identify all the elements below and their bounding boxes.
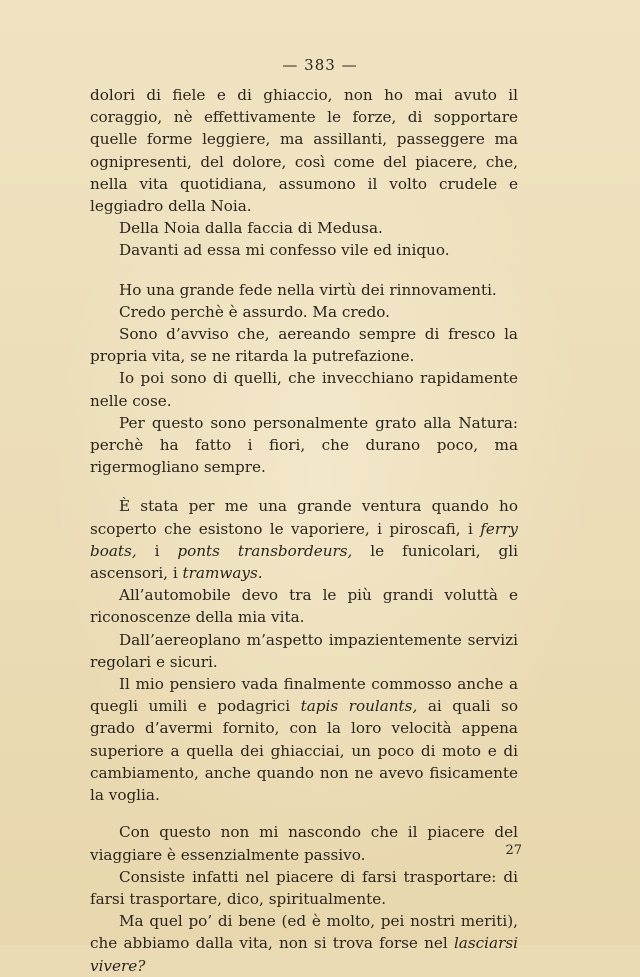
section-gap [90, 478, 518, 495]
paragraph-14: Consiste infatti nel piacere di farsi trasportare: di farsi trasportare, dico, spiritualmente. [90, 867, 518, 908]
paragraph-13: Con questo non mi nascondo che il piacere del viaggiare è essenzialmente passivo. [90, 823, 518, 864]
paragraph-10: All’automobile devo tra le più grandi voluttà e riconoscenze della mia vita. [90, 586, 518, 627]
paragraph-3: Davanti ad essa mi confesso vile ed iniquo. [119, 241, 450, 260]
paragraph-7: Io poi sono di quelli, che invecchiano rapidamente nelle cose. [90, 369, 518, 410]
section-gap [90, 806, 518, 821]
paragraph-9-prefix: È stata per me una grande ventura quando ho scoperto che esistono le vaporiere, i piroscafi, i [90, 497, 518, 538]
page-body-text [90, 84, 518, 977]
paragraph-15-italic-lasciarsi: lasciarsi vivere? [90, 934, 518, 975]
section-gap [90, 262, 518, 279]
paragraph-12-suffix: ai quali so grado d’avermi fornito, con la loro velocità appena superiore a quella dei ghiacciai, un poco di moto e di cambiamento, anche quando non ne avevo fisicamente la voglia. [90, 697, 518, 805]
paragraph-9 [90, 495, 518, 584]
paragraph-15 [90, 910, 518, 977]
paragraph-6: Sono d’avviso che, aereando sempre di fresco la propria vita, se ne ritarda la putrefazione. [90, 325, 518, 366]
paragraph-9-suffix: le funicolari, gli ascensori, i [90, 541, 518, 583]
paragraph-9-middle: i [136, 541, 178, 560]
paragraph-12-italic-tapis: tapis roulants, [300, 697, 418, 716]
paragraph-1: dolori di fiele e di ghiaccio, non ho mai avuto il coraggio, nè effettivamente le forze, di sopportare quelle forme leggiere, ma assillanti, passeggere ma ognipresenti, del dolore, così come del piacere, che, nella vita quotidiana, assumono il volto crudele e leggiadro della Noia. [90, 86, 518, 216]
page-footer-number: 27 [505, 843, 522, 858]
paragraph-11: Dall’aereoplano m’aspetto impazientemente servizi regolari e sicuri. [90, 630, 518, 671]
paragraph-5: Credo perchè è assurdo. Ma credo. [119, 302, 391, 321]
page-header-number: — 383 — [282, 56, 358, 74]
paragraph-2: Della Noia dalla faccia di Medusa. [119, 219, 383, 238]
paragraph-8: Per questo sono personalmente grato alla Natura: perchè ha fatto i fiori, che durano poco, ma rigermogliano sempre. [90, 413, 518, 477]
paragraph-12-prefix: Il mio pensiero vada finalmente commosso anche a quegli umili e podagrici [90, 675, 518, 716]
paragraph-9-italic-ferry: ferry boats, [90, 519, 518, 560]
paragraph-12 [90, 673, 518, 806]
paragraph-9-italic-ponts: ponts transbordeurs, [177, 541, 353, 560]
paragraph-15-prefix: Ma quel po’ di bene (ed è molto, pei nostri meriti), che abbiamo dalla vita, non si trova forse nel [90, 912, 518, 953]
paragraph-4: Ho una grande fede nella virtù dei rinnovamenti. [119, 280, 497, 299]
paragraph-9-italic-tramways: tramways. [182, 564, 263, 583]
